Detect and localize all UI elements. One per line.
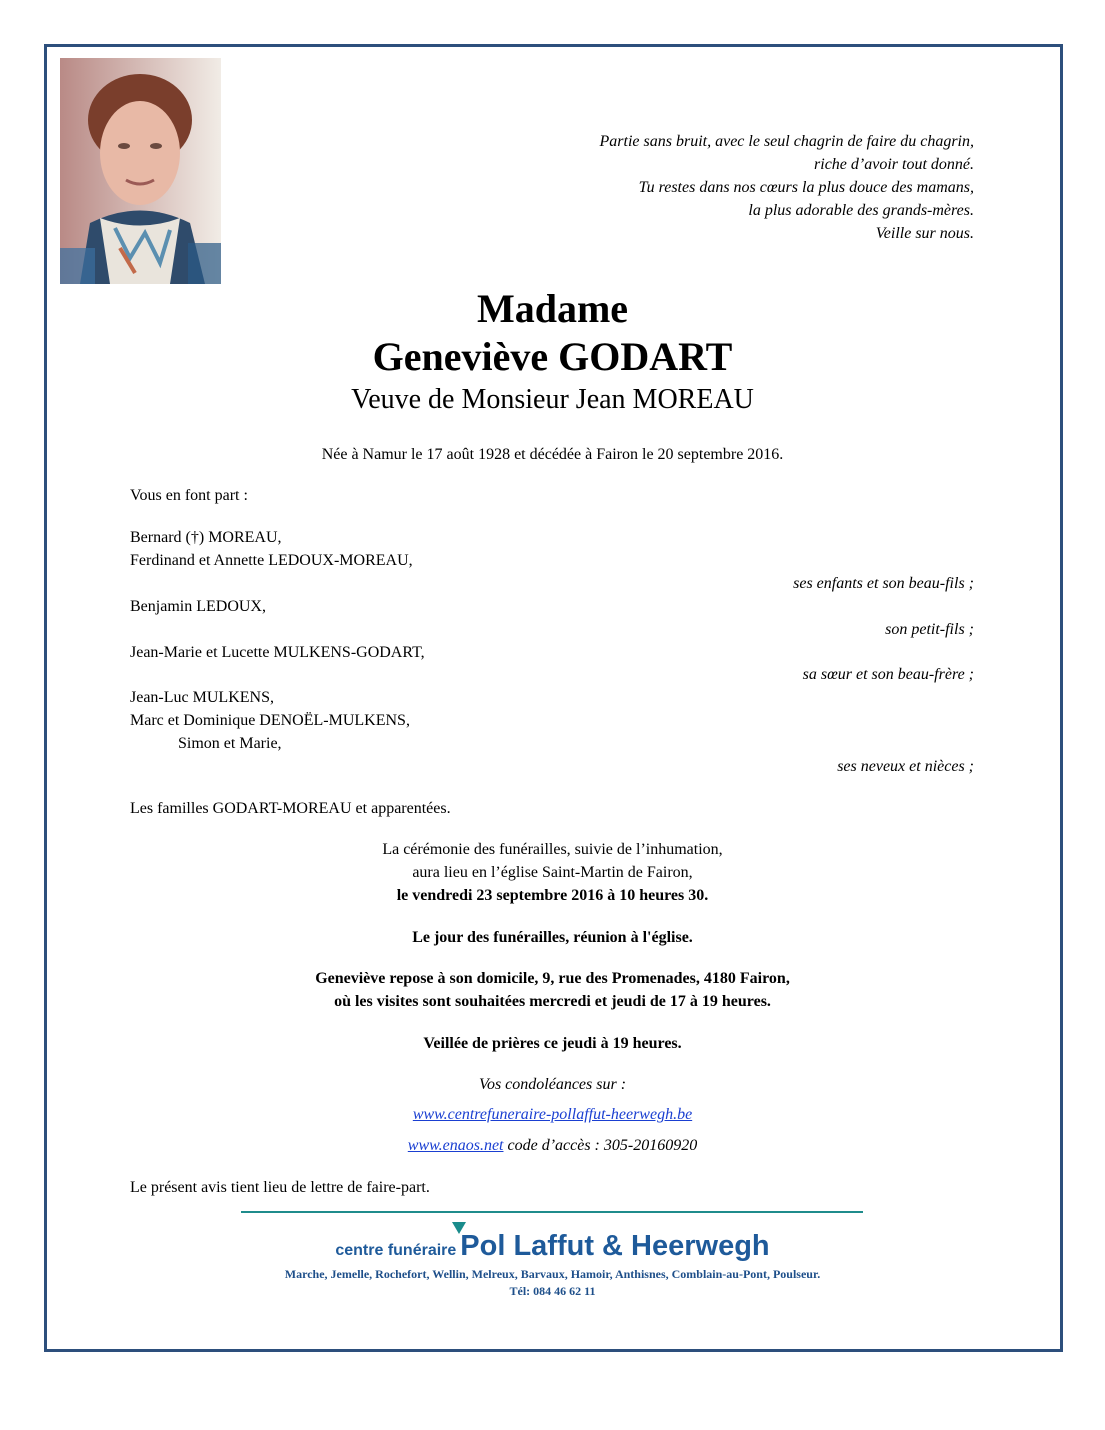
spouse-line: Veuve de Monsieur Jean MOREAU xyxy=(351,384,754,415)
family-line: Simon et Marie, xyxy=(178,735,282,752)
intro-line: Vous en font part : xyxy=(130,487,248,504)
poem-line: Tu restes dans nos cœurs la plus douce des mamans, xyxy=(638,179,974,196)
meeting-line: Le jour des funérailles, réunion à l'église. xyxy=(412,929,693,946)
family-line: Jean-Marie et Lucette MULKENS-GODART, xyxy=(130,644,425,661)
access-code: code d’accès : 305-20160920 xyxy=(507,1137,698,1154)
family-line: Jean-Luc MULKENS, xyxy=(130,689,274,706)
family-line: Bernard (†) MOREAU, xyxy=(130,529,282,546)
footer-phone: Tél: 084 46 62 11 xyxy=(509,1284,596,1298)
enaos-row xyxy=(0,1135,1105,1157)
rest-line: Geneviève repose à son domicile, 9, rue des Promenades, 4180 Fairon, xyxy=(315,970,790,987)
ceremony-date: le vendredi 23 septembre 2016 à 10 heures 30. xyxy=(396,887,709,904)
title-madame: Madame xyxy=(476,286,629,331)
family-role: ses neveux et nièces ; xyxy=(837,758,974,775)
condolences-link-row xyxy=(0,1104,1105,1126)
poem-line: riche d’avoir tout donné. xyxy=(814,156,974,173)
funeral-center-link[interactable]: www.centrefuneraire-pollaffut-heerwegh.be xyxy=(412,1106,693,1123)
logo-small-text: centre funéraire xyxy=(335,1242,457,1259)
poem-line: Veille sur nous. xyxy=(875,225,974,242)
enaos-link[interactable]: www.enaos.net xyxy=(407,1137,504,1154)
family-role: ses enfants et son beau-fils ; xyxy=(793,575,974,592)
poem xyxy=(600,130,974,245)
family-line: Marc et Dominique DENOËL-MULKENS, xyxy=(130,712,410,729)
family-line: Benjamin LEDOUX, xyxy=(130,598,266,615)
ceremony-line: La cérémonie des funérailles, suivie de l’inhumation, xyxy=(382,841,723,858)
footer-separator xyxy=(241,1211,863,1213)
footer-towns: Marche, Jemelle, Rochefort, Wellin, Melreux, Barvaux, Hamoir, Anthisnes, Comblain-au-Pont, Poulseur. xyxy=(284,1267,821,1281)
birth-death-line: Née à Namur le 17 août 1928 et décédée à Fairon le 20 septembre 2016. xyxy=(321,446,784,463)
footer-logo xyxy=(0,1230,1105,1263)
family-line: Ferdinand et Annette LEDOUX-MOREAU, xyxy=(130,552,413,569)
condolences-label: Vos condoléances sur : xyxy=(478,1076,627,1093)
vigil-line: Veillée de prières ce jeudi à 19 heures. xyxy=(423,1035,682,1052)
poem-line: Partie sans bruit, avec le seul chagrin de faire du chagrin, xyxy=(599,133,974,150)
poem-line: la plus adorable des grands-mères. xyxy=(748,202,974,219)
closing-line: Le présent avis tient lieu de lettre de faire-part. xyxy=(130,1179,430,1196)
deceased-name: Geneviève GODART xyxy=(372,334,733,379)
ceremony-line: aura lieu en l’église Saint-Martin de Fairon, xyxy=(412,864,693,881)
portrait-photo xyxy=(60,58,221,284)
rest-line: où les visites sont souhaitées mercredi et jeudi de 17 à 19 heures. xyxy=(334,993,771,1010)
logo-brand-text: Pol Laffut & Heerwegh xyxy=(460,1230,770,1262)
family-role: son petit-fils ; xyxy=(885,621,974,638)
family-role: sa sœur et son beau-frère ; xyxy=(802,666,974,683)
family-line: Les familles GODART-MOREAU et apparentées. xyxy=(130,800,451,817)
